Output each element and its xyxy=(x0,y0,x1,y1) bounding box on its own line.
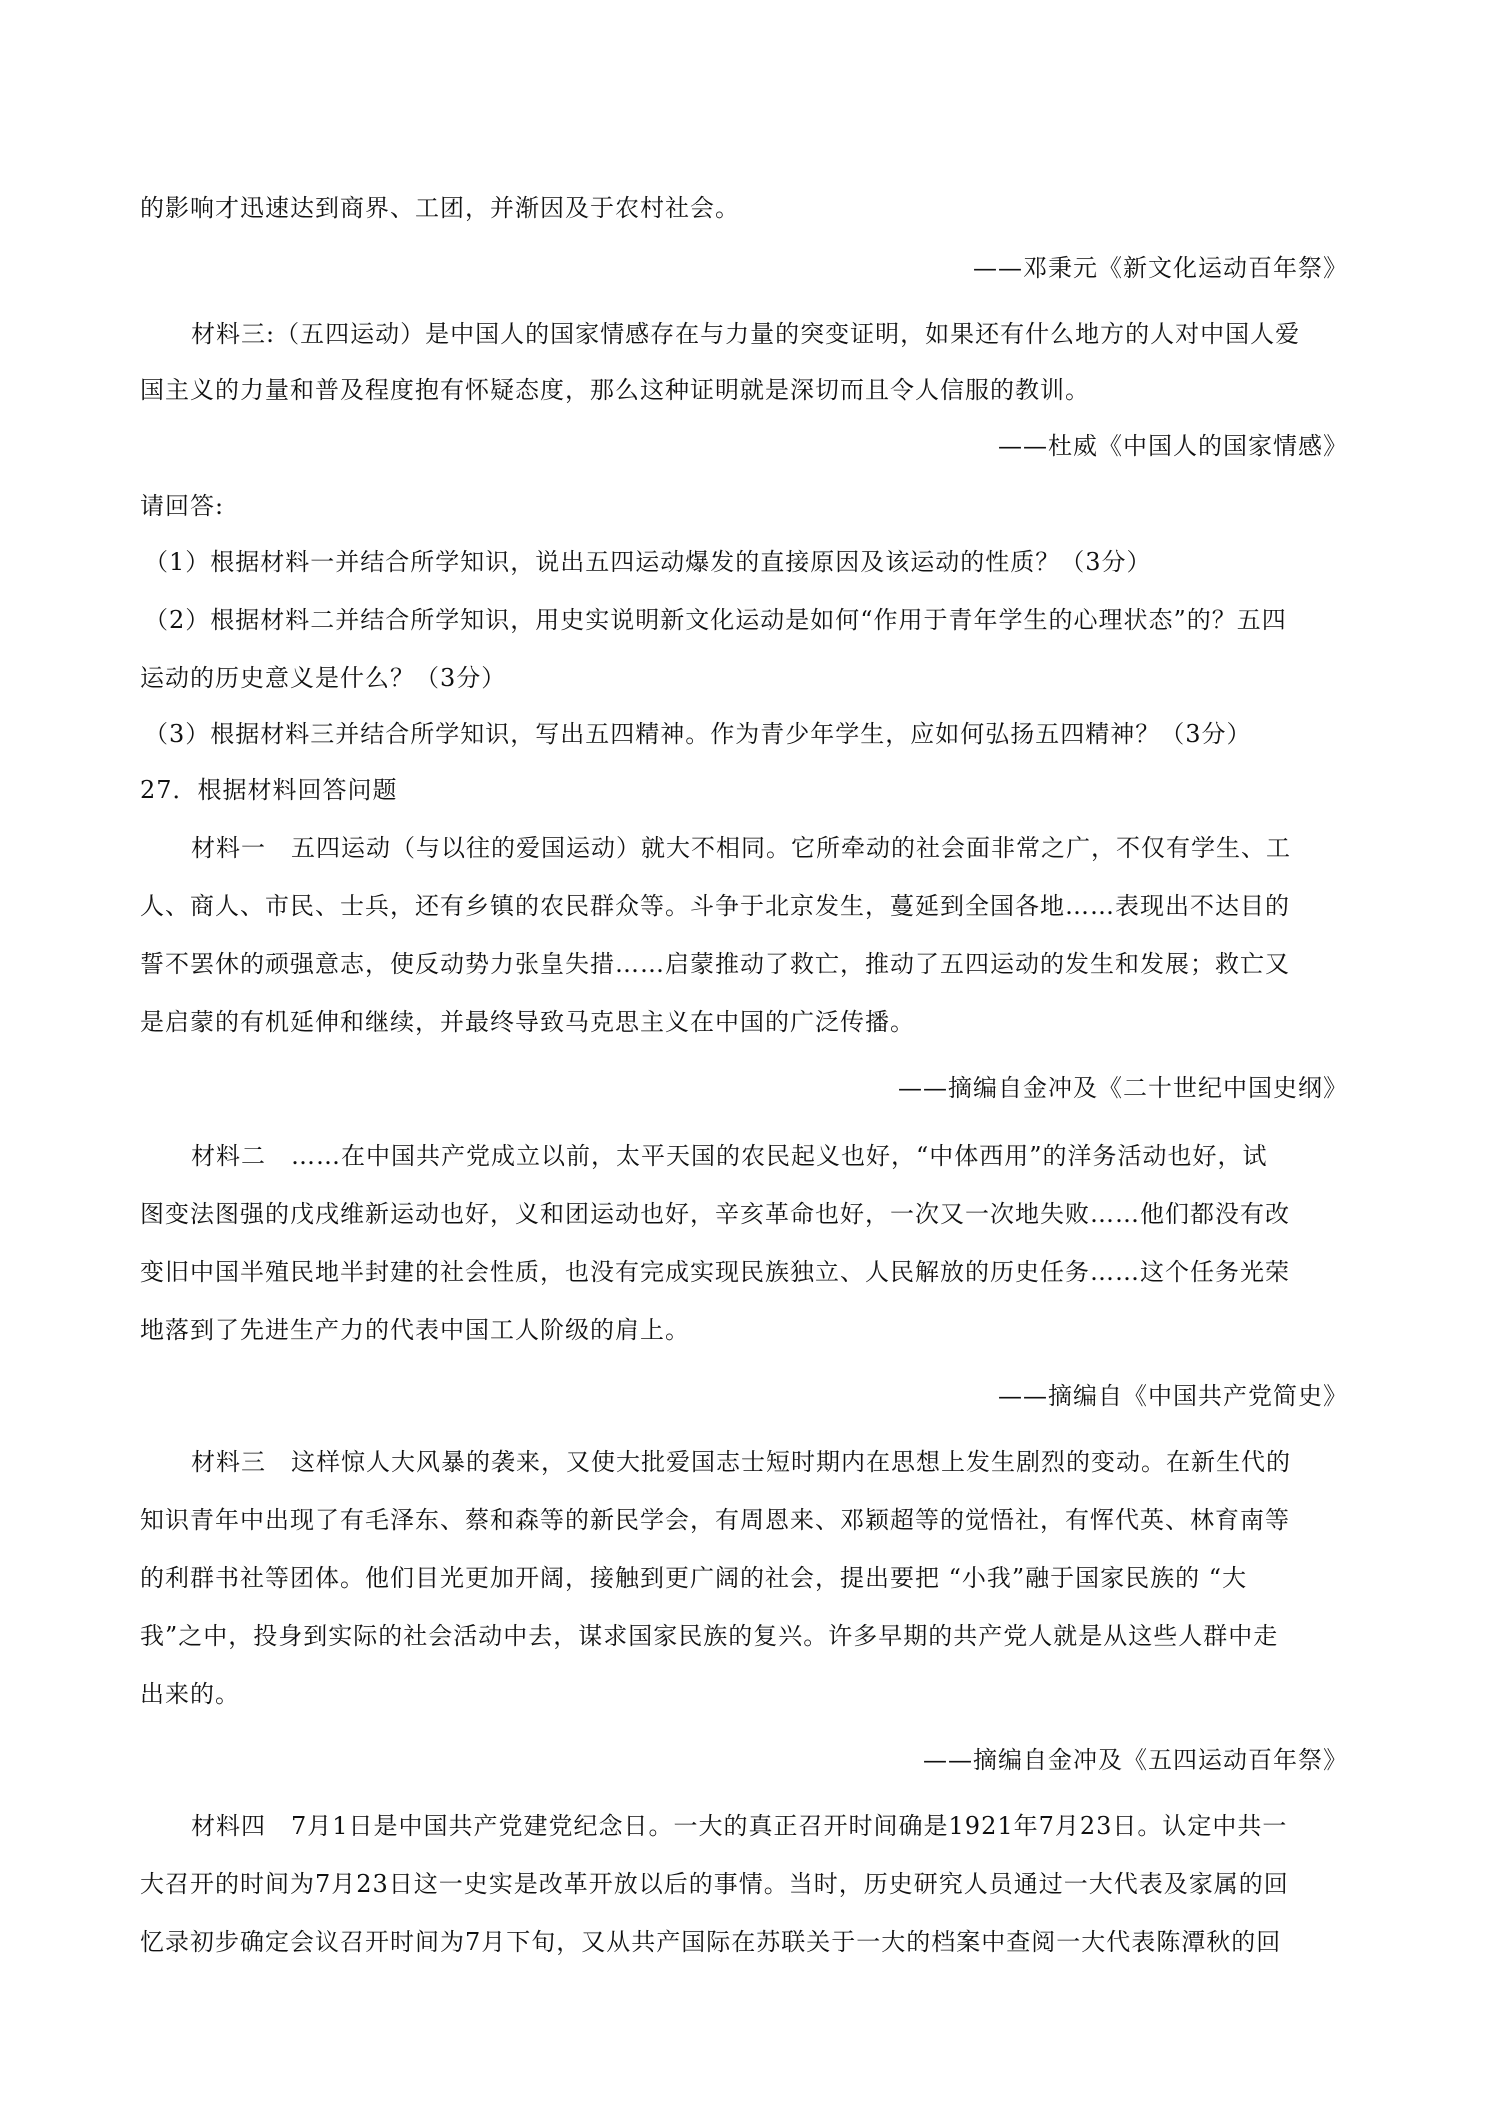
source-citation: ——邓秉元《新文化运动百年祭》 xyxy=(973,254,1348,282)
text-line: 的利群书社等团体。他们目光更加开阔，接触到更广阔的社会，提出要把 “小我”融于国家民族的 “大 xyxy=(140,1564,1248,1592)
source-citation: ——杜威《中国人的国家情感》 xyxy=(998,432,1348,460)
text-line: 的影响才迅速达到商界、工团，并渐因及于农村社会。 xyxy=(140,194,740,222)
source-citation: ——摘编自金冲及《五四运动百年祭》 xyxy=(923,1746,1348,1774)
source-citation: ——摘编自《中国共产党简史》 xyxy=(998,1382,1348,1410)
text-line: 地落到了先进生产力的代表中国工人阶级的肩上。 xyxy=(140,1316,690,1344)
text-line: 我”之中，投身到实际的社会活动中去，谋求国家民族的复兴。许多早期的共产党人就是从这些人群中走 xyxy=(140,1622,1279,1650)
text-line: 图变法图强的戊戌维新运动也好，义和团运动也好，辛亥革命也好，一次又一次地失败……他们都没有改 xyxy=(140,1200,1290,1228)
text-line: 出来的。 xyxy=(140,1680,240,1708)
sub-question-1: （1）根据材料一并结合所学知识，说出五四运动爆发的直接原因及该运动的性质？（3分） xyxy=(144,548,1152,576)
material-paragraph: 材料二 ……在中国共产党成立以前，太平天国的农民起义也好，“中体西用”的洋务活动也好，试 xyxy=(191,1142,1268,1170)
text-line: 人、商人、市民、士兵，还有乡镇的农民群众等。斗争于北京发生，蔓延到全国各地……表现出不达目的 xyxy=(140,892,1290,920)
material-paragraph: 材料三 这样惊人大风暴的袭来，又使大批爱国志士短时期内在思想上发生剧烈的变动。在新生代的 xyxy=(191,1448,1291,1476)
text-line: 变旧中国半殖民地半封建的社会性质，也没有完成实现民族独立、人民解放的历史任务……这个任务光荣 xyxy=(140,1258,1290,1286)
text-line: 是启蒙的有机延伸和继续，并最终导致马克思主义在中国的广泛传播。 xyxy=(140,1008,915,1036)
source-citation: ——摘编自金冲及《二十世纪中国史纲》 xyxy=(898,1074,1348,1102)
material-paragraph: 材料三:（五四运动）是中国人的国家情感存在与力量的突变证明，如果还有什么地方的人对中国人爱 xyxy=(191,320,1301,348)
text-line: 运动的历史意义是什么？（3分） xyxy=(140,664,507,692)
material-paragraph: 材料四 7月1日是中国共产党建党纪念日。一大的真正召开时间确是1921年7月23日。认定中共一 xyxy=(191,1812,1288,1840)
question-heading: 27．根据材料回答问题 xyxy=(140,776,398,804)
question-prompt: 请回答: xyxy=(140,492,225,520)
text-line: 誓不罢休的顽强意志，使反动势力张皇失措……启蒙推动了救亡，推动了五四运动的发生和发展；救亡又 xyxy=(140,950,1290,978)
text-line: 国主义的力量和普及程度抱有怀疑态度，那么这种证明就是深切而且令人信服的教训。 xyxy=(140,376,1090,404)
text-line: 知识青年中出现了有毛泽东、蔡和森等的新民学会，有周恩来、邓颖超等的觉悟社，有恽代英、林育南等 xyxy=(140,1506,1290,1534)
sub-question-2: （2）根据材料二并结合所学知识，用史实说明新文化运动是如何“作用于青年学生的心理状态”的？五四 xyxy=(144,606,1287,634)
material-paragraph: 材料一 五四运动（与以往的爱国运动）就大不相同。它所牵动的社会面非常之广，不仅有学生、工 xyxy=(191,834,1291,862)
text-line: 大召开的时间为7月23日这一史实是改革开放以后的事情。当时，历史研究人员通过一大代表及家属的回 xyxy=(140,1870,1289,1898)
sub-question-3: （3）根据材料三并结合所学知识，写出五四精神。作为青少年学生，应如何弘扬五四精神？（3分） xyxy=(144,720,1252,748)
text-line: 忆录初步确定会议召开时间为7月下旬，又从共产国际在苏联关于一大的档案中查阅一大代表陈潭秋的回 xyxy=(140,1928,1282,1956)
